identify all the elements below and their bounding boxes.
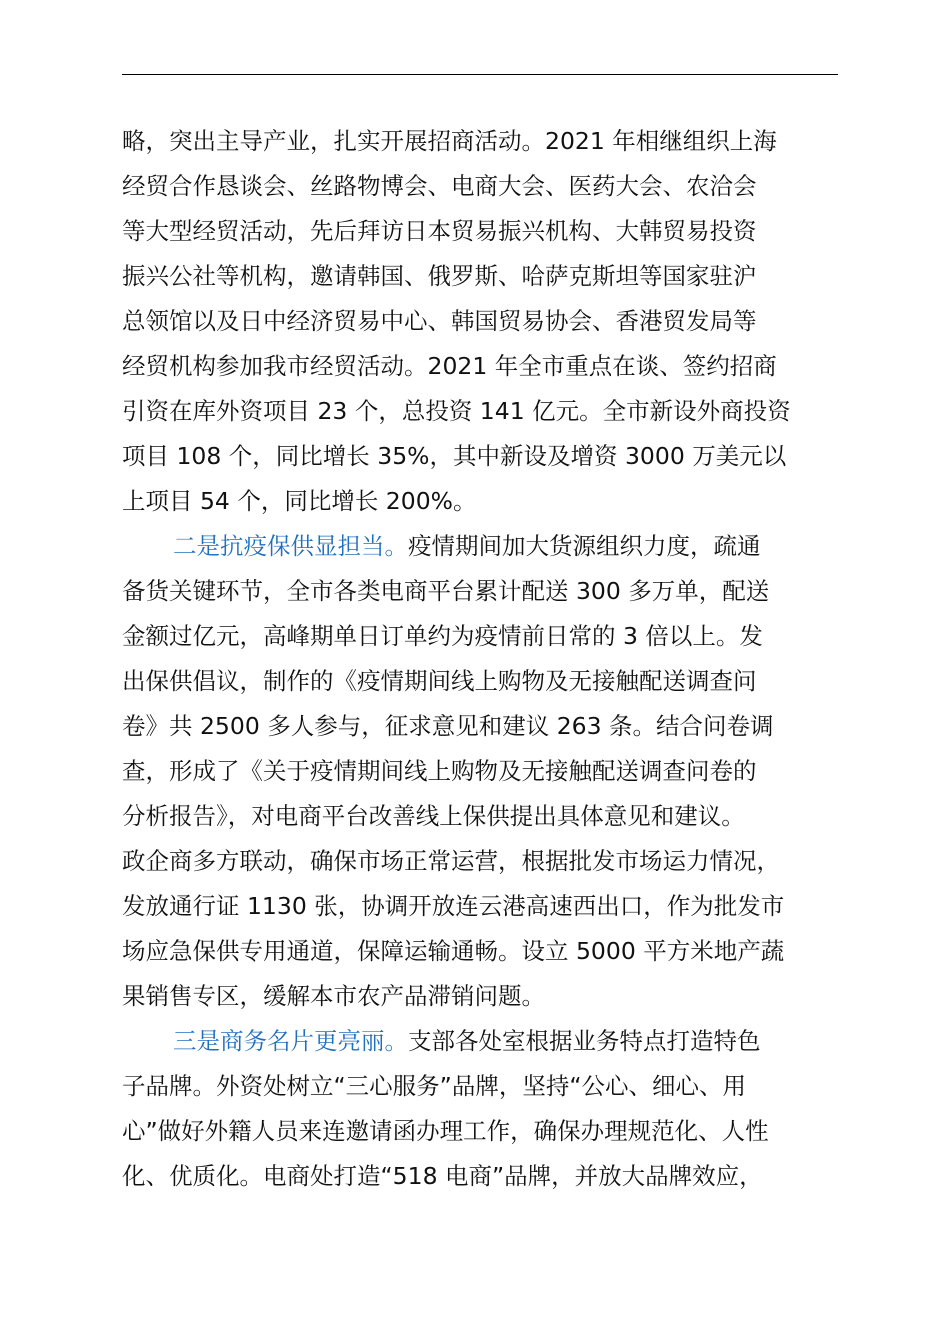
body-line: 化、优质化。电商处打造“518 电商”品牌，并放大品牌效应，: [122, 1162, 763, 1190]
body-line: 分析报告》，对电商平台改善线上保供提出具体意见和建议。: [122, 802, 745, 830]
body-line: 总领馆以及日中经济贸易中心、韩国贸易协会、香港贸发局等: [122, 307, 757, 335]
section-heading-anti-epidemic: 二是抗疫保供显担当。: [173, 532, 408, 560]
body-line: 卷》共 2500 多人参与，征求意见和建议 263 条。结合问卷调: [122, 712, 774, 740]
section-heading-business-card: 三是商务名片更亮丽。: [173, 1027, 408, 1055]
body-line: 子品牌。外资处树立“三心服务”品牌，坚持“公心、细心、用: [122, 1072, 747, 1100]
body-line: 上项目 54 个，同比增长 200%。: [122, 487, 477, 515]
body-line: 备货关键环节，全市各类电商平台累计配送 300 多万单，配送: [122, 577, 770, 605]
paragraph-3-first-line: [122, 1019, 838, 1064]
header-rule: [122, 74, 838, 75]
body-line: 政企商多方联动，确保市场正常运营，根据批发市场运力情况，: [122, 847, 780, 875]
body-line: 金额过亿元，高峰期单日订单约为疫情前日常的 3 倍以上。发: [122, 622, 763, 650]
body-line: 项目 108 个，同比增长 35%，其中新设及增资 3000 万美元以: [122, 442, 787, 470]
body-line: 振兴公社等机构，邀请韩国、俄罗斯、哈萨克斯坦等国家驻沪: [122, 262, 757, 290]
body-line: 果销售专区，缓解本市农产品滞销问题。: [122, 982, 545, 1010]
body-line: 心”做好外籍人员来连邀请函办理工作，确保办理规范化、人性: [122, 1117, 769, 1145]
body-line: 略，突出主导产业，扎实开展招商活动。2021 年相继组织上海: [122, 127, 777, 155]
body-line: 查，形成了《关于疫情期间线上购物及无接触配送调查问卷的: [122, 757, 757, 785]
paragraph-2-first-line: [122, 524, 838, 569]
body-line: 场应急保供专用通道，保障运输通畅。设立 5000 平方米地产蔬: [122, 937, 785, 965]
body-text: 疫情期间加大货源组织力度，疏通: [408, 532, 761, 560]
body-line: 出保供倡议，制作的《疫情期间线上购物及无接触配送调查问: [122, 667, 757, 695]
body-line: 等大型经贸活动，先后拜访日本贸易振兴机构、大韩贸易投资: [122, 217, 757, 245]
body-line: 发放通行证 1130 张，协调开放连云港高速西出口，作为批发市: [122, 892, 785, 920]
document-body: [122, 119, 838, 1199]
body-text: 支部各处室根据业务特点打造特色: [408, 1027, 761, 1055]
body-line: 引资在库外资项目 23 个，总投资 141 亿元。全市新设外商投资: [122, 397, 791, 425]
body-line: 经贸机构参加我市经贸活动。2021 年全市重点在谈、签约招商: [122, 352, 777, 380]
body-line: 经贸合作恳谈会、丝路物博会、电商大会、医药大会、农洽会: [122, 172, 757, 200]
